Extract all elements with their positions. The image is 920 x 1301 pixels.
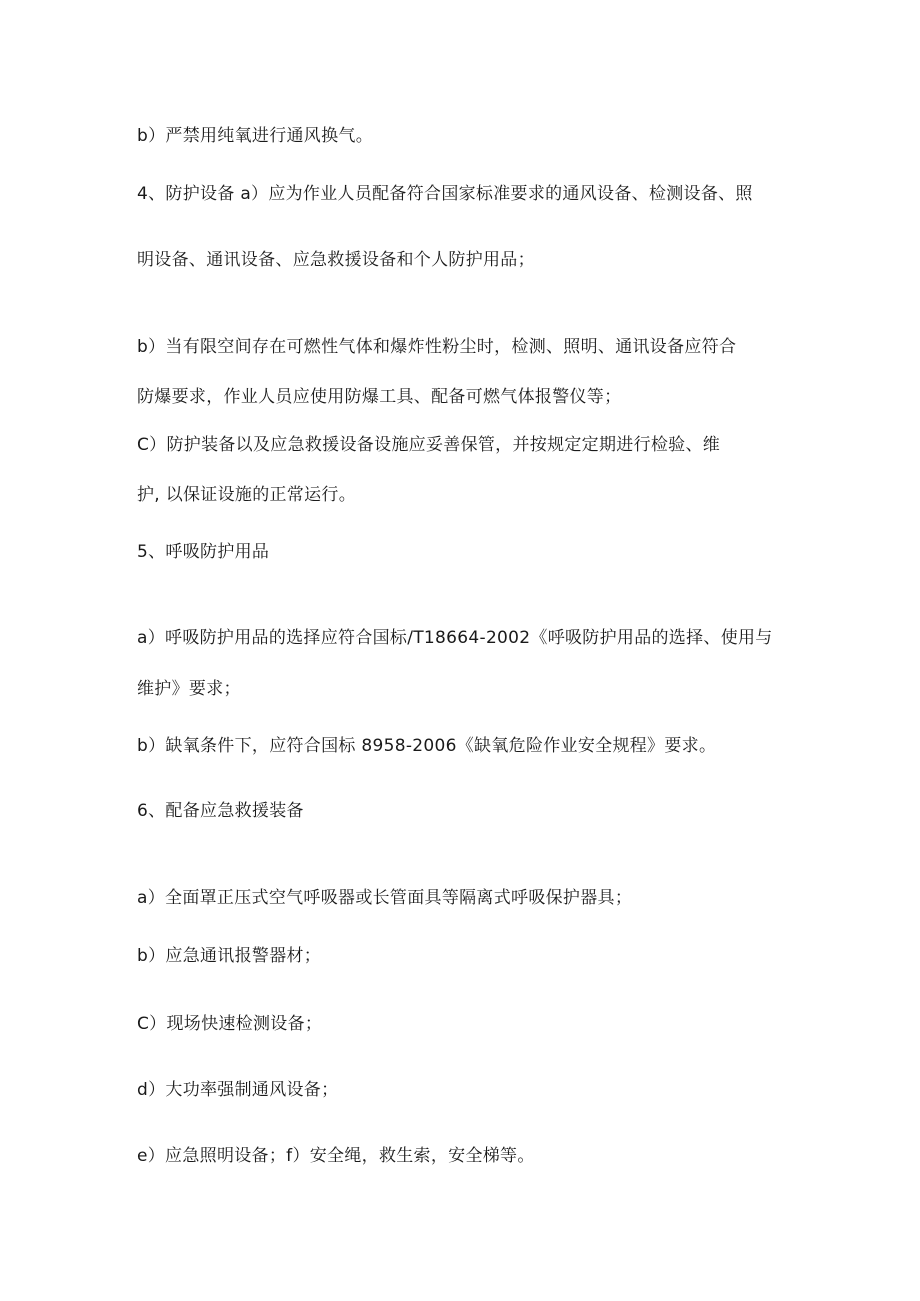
section-heading-respiratory-protection: 5、呼吸防护用品 xyxy=(137,542,270,562)
text-line: b）应急通讯报警器材； xyxy=(137,946,322,966)
text-line: a）全面罩正压式空气呼吸器或长管面具等隔离式呼吸保护器具； xyxy=(137,888,633,908)
text-line: a）呼吸防护用品的选择应符合国标/T18664-2002《呼吸防护用品的选择、使用与 xyxy=(137,628,773,648)
section-heading-emergency-equipment: 6、配备应急救援装备 xyxy=(137,801,304,821)
text-line: d）大功率强制通风设备； xyxy=(137,1080,339,1100)
text-line: 护, 以保证设施的正常运行。 xyxy=(137,485,357,505)
text-line: 防爆要求，作业人员应使用防爆工具、配备可燃气体报警仪等； xyxy=(137,387,622,407)
text-line: b）严禁用纯氧进行通风换气。 xyxy=(137,126,373,146)
section-heading-protective-equipment: 4、防护设备 a）应为作业人员配备符合国家标准要求的通风设备、检测设备、照 xyxy=(137,184,753,204)
text-line: b）当有限空间存在可燃性气体和爆炸性粉尘时，检测、照明、通讯设备应符合 xyxy=(137,337,737,357)
text-line: C）现场快速检测设备； xyxy=(137,1014,323,1034)
text-line: 维护》要求； xyxy=(137,679,241,699)
text-line: e）应急照明设备；f）安全绳，救生索，安全梯等。 xyxy=(137,1146,535,1166)
text-line: C）防护装备以及应急救援设备设施应妥善保管，并按规定定期进行检验、维 xyxy=(137,435,721,455)
text-line: 明设备、通讯设备、应急救援设备和个人防护用品； xyxy=(137,250,535,270)
text-line: b）缺氧条件下，应符合国标 8958-2006《缺氧危险作业安全规程》要求。 xyxy=(137,736,717,756)
